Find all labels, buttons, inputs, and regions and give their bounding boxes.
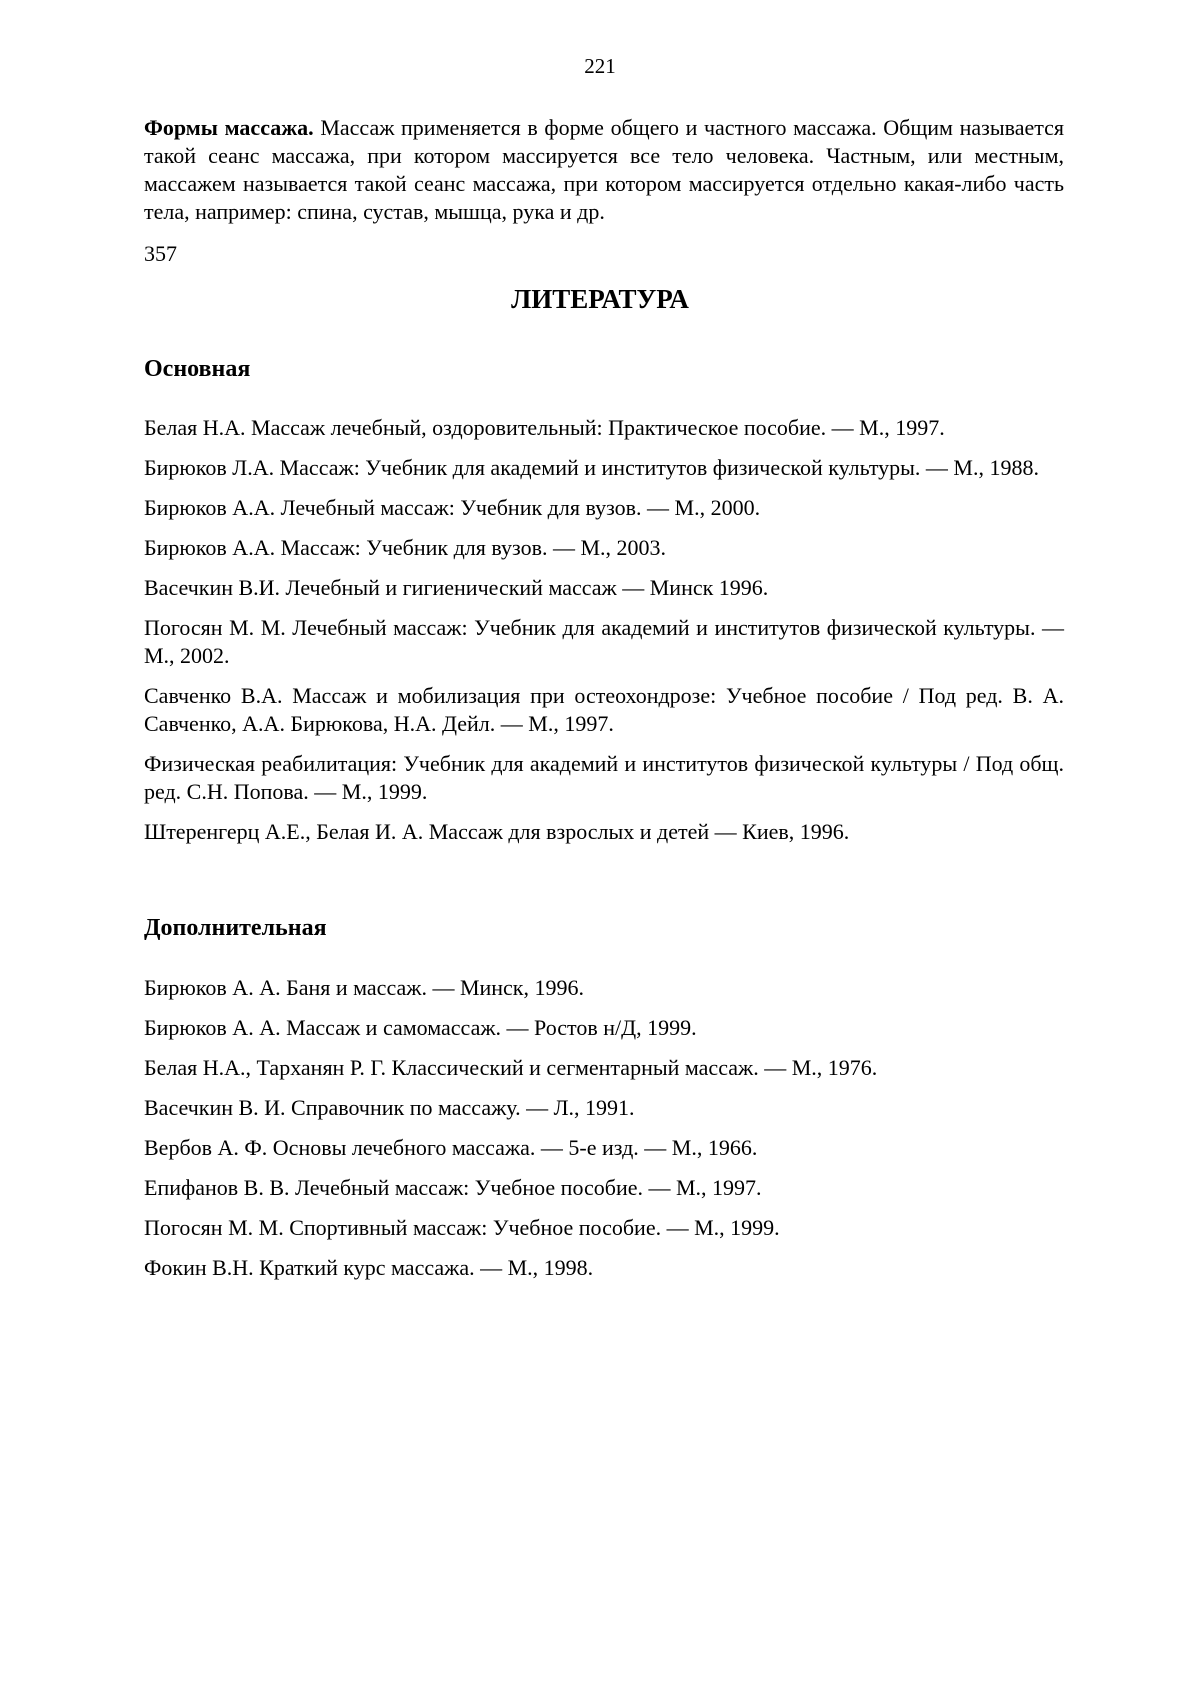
reference-item: Белая Н.А. Массаж лечебный, оздоровительный: Практическое пособие. — М., 1997.: [144, 415, 945, 440]
reference-item: Савченко В.А. Массаж и мобилизация при остеохондрозе: Учебное пособие / Под ред. В. А. Савченко, А.А. Бирюкова, Н.А. Дейл. — М., 1997.: [144, 683, 1064, 736]
reference-item: Физическая реабилитация: Учебник для академий и институтов физической культуры / Под общ. ред. С.Н. Попова. — М., 1999.: [144, 751, 1064, 804]
reference-item: Бирюков А.А. Массаж: Учебник для вузов. — М., 2003.: [144, 535, 667, 560]
reference-item: Погосян М. М. Спортивный массаж: Учебное пособие. — М., 1999.: [144, 1215, 780, 1240]
reference-item: Васечкин В. И. Справочник по массажу. — Л., 1991.: [144, 1095, 635, 1120]
reference-item: Бирюков А.А. Лечебный массаж: Учебник для вузов. — М., 2000.: [144, 495, 761, 520]
section-title-main: Основная: [144, 356, 251, 382]
intro-text: Массаж применяется в форме общего и частного массажа. Общим называется такой сеанс массажа, при котором массируется все тело человека. Частным, или местным, массажем называется такой сеанс массажа, при котором массируется отдельно какая-либо часть тела, например: спина, сустав, мышца, рука и др.: [144, 115, 1065, 224]
section-title-additional: Дополнительная: [144, 915, 327, 941]
page-number: 221: [584, 54, 616, 78]
intro-lead: Формы массажа.: [144, 115, 314, 140]
reference-item: Белая Н.А., Тарханян Р. Г. Классический и сегментарный массаж. — М., 1976.: [144, 1055, 878, 1080]
reference-item: Вербов А. Ф. Основы лечебного массажа. — 5-е изд. — М., 1966.: [144, 1135, 758, 1160]
reference-item: Фокин В.Н. Краткий курс массажа. — М., 1998.: [144, 1255, 594, 1280]
bibliography-title: ЛИТЕРАТУРА: [511, 284, 689, 314]
reference-item: Погосян М. М. Лечебный массаж: Учебник для академий и институтов физической культуры. — М., 2002.: [144, 615, 1064, 668]
intro-paragraph: [144, 114, 1064, 226]
main-references-list: [144, 414, 1064, 858]
reference-item: Васечкин В.И. Лечебный и гигиенический массаж — Минск 1996.: [144, 575, 769, 600]
reference-item: Бирюков Л.А. Массаж: Учебник для академий и институтов физической культуры. — М., 1988.: [144, 455, 1039, 480]
additional-references-list: [144, 974, 1064, 1294]
reference-item: Штеренгерц А.Е., Белая И. А. Массаж для взрослых и детей — Киев, 1996.: [144, 819, 850, 844]
reference-item: Бирюков А. А. Баня и массаж. — Минск, 1996.: [144, 975, 584, 1000]
reference-item: Бирюков А. А. Массаж и самомассаж. — Ростов н/Д, 1999.: [144, 1015, 697, 1040]
page-marker: 357: [144, 241, 177, 266]
reference-item: Епифанов В. В. Лечебный массаж: Учебное пособие. — М., 1997.: [144, 1175, 762, 1200]
